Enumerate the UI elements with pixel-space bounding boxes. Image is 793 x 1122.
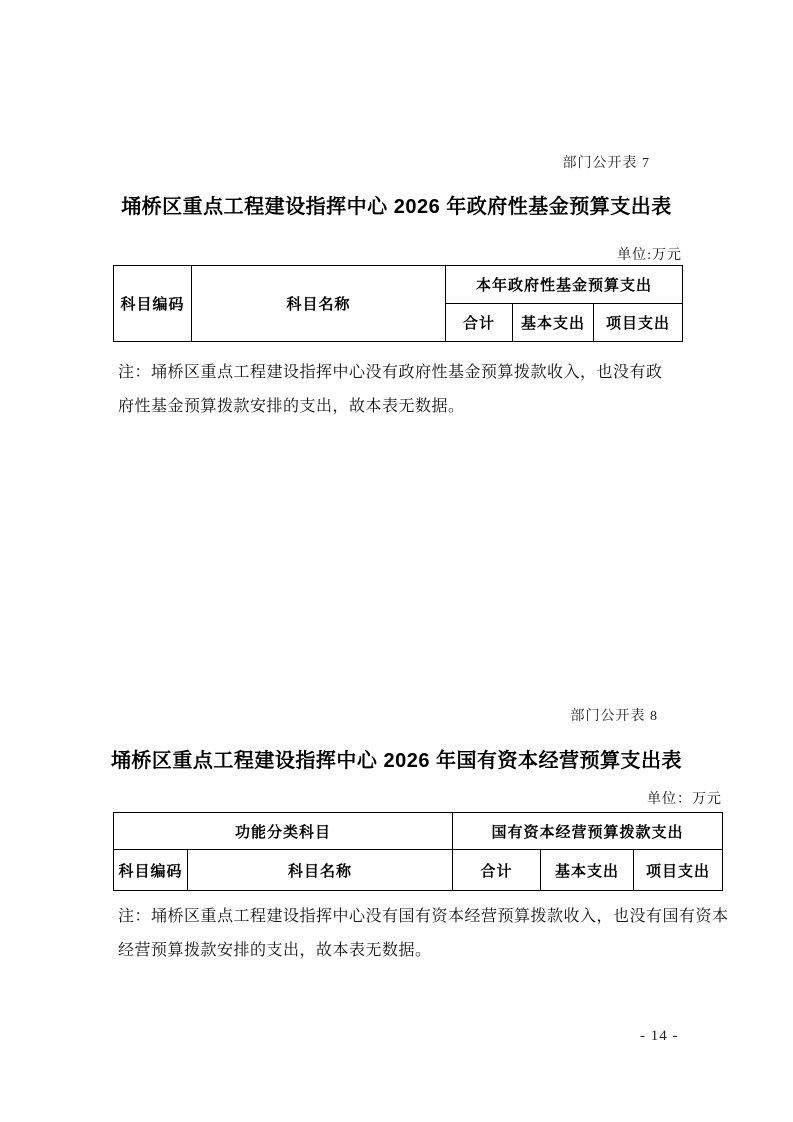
section2-table-label: 部门公开表 8 xyxy=(570,709,658,724)
section1-note xyxy=(118,356,718,424)
page-number: - 14 - xyxy=(640,1028,679,1044)
section1-group-header: 本年政府性基金预算支出 xyxy=(446,266,683,304)
section1-col-header-code: 科目编码 xyxy=(114,266,192,342)
section2-sub-header-project: 项目支出 xyxy=(634,850,723,891)
section2-left-group-header: 功能分类科目 xyxy=(114,813,453,850)
section2-col-header-code: 科目编码 xyxy=(114,850,188,891)
section1-budget-table xyxy=(113,265,683,342)
section1-sub-header-total: 合计 xyxy=(446,304,513,342)
section1-note-line1: 注：埇桥区重点工程建设指挥中心没有政府性基金预算拨款收入，也没有政 xyxy=(118,364,663,381)
section2-note xyxy=(118,900,728,968)
section1-col-header-name: 科目名称 xyxy=(192,266,446,342)
section1-note-line2: 府性基金预算拨款安排的支出，故本表无数据。 xyxy=(118,398,465,415)
section2-title: 埇桥区重点工程建设指挥中心 2026 年国有资本经营预算支出表 xyxy=(110,750,683,772)
section2-col-header-name: 科目名称 xyxy=(188,850,453,891)
section1-table-label: 部门公开表 7 xyxy=(562,156,650,171)
section1-title: 埇桥区重点工程建设指挥中心 2026 年政府性基金预算支出表 xyxy=(121,196,672,218)
section1-sub-header-basic: 基本支出 xyxy=(513,304,594,342)
section2-note-line2: 经营预算拨款安排的支出，故本表无数据。 xyxy=(118,942,432,959)
section2-unit-label: 单位：万元 xyxy=(647,792,722,807)
section2-sub-header-basic: 基本支出 xyxy=(541,850,634,891)
section2-group-header: 国有资本经营预算拨款支出 xyxy=(453,813,723,850)
section2-sub-header-total: 合计 xyxy=(453,850,541,891)
section2-note-line1: 注：埇桥区重点工程建设指挥中心没有国有资本经营预算拨款收入，也没有国有资本 xyxy=(118,908,729,925)
section1-unit-label: 单位:万元 xyxy=(617,248,682,263)
section2-budget-table xyxy=(113,812,723,891)
section1-sub-header-project: 项目支出 xyxy=(594,304,683,342)
